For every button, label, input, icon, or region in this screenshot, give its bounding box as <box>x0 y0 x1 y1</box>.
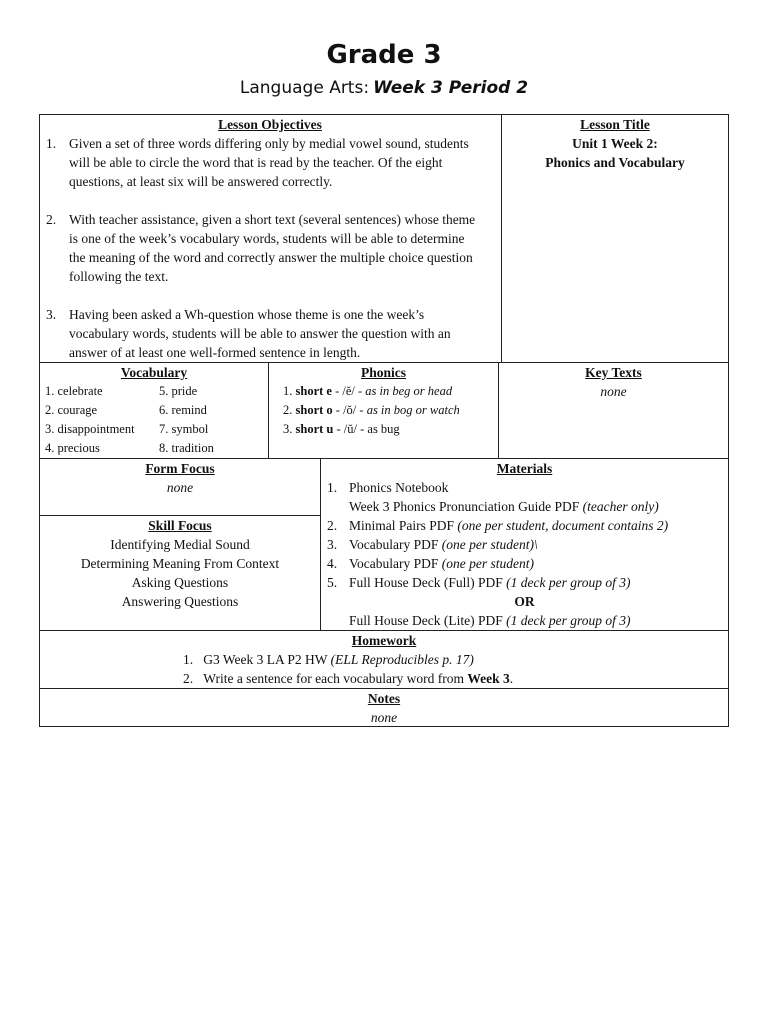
skill-item: Identifying Medial Sound <box>110 537 250 552</box>
vocab-word: 4. precious <box>45 441 100 455</box>
material-item: 5. Full House Deck (Full) PDF (1 deck per group of 3) <box>327 575 631 590</box>
skill-item: Asking Questions <box>131 575 229 590</box>
vocab-word: 1. celebrate <box>45 384 103 398</box>
subtitle-subject: Language Arts: <box>239 78 370 98</box>
notes-section <box>40 690 728 727</box>
materials-heading: Materials <box>496 461 553 476</box>
subtitle-period: Week 3 Period 2 <box>373 78 529 98</box>
skill-focus-section <box>40 517 320 611</box>
vocab-word: 7. symbol <box>159 422 209 436</box>
vocab-word: 5. pride <box>159 384 198 398</box>
vocab-word: 3. disappointment <box>45 422 135 436</box>
objective-item: 2. With teacher assistance, given a short text (several sentences) whose theme is one of the week’s vocabulary words, students will be able to determine the meaning of the word and correctly answer the multiple choice question following the text. <box>46 212 476 284</box>
material-item: 3. Vocabulary PDF (one per student)\ <box>327 537 538 552</box>
phonics-item: 2. short o - /ŏ/ - as in bog or watch <box>283 403 460 417</box>
vocabulary-section <box>40 364 268 458</box>
skill-focus-heading: Skill Focus <box>148 518 212 533</box>
material-item: 2. Minimal Pairs PDF (one per student, document contains 2) <box>327 518 669 533</box>
key-texts-heading: Key Texts <box>585 365 642 380</box>
lesson-title-name: Phonics and Vocabulary <box>545 155 685 170</box>
homework-section <box>40 632 728 688</box>
page-title: Grade 3 <box>326 40 442 70</box>
lesson-title-section <box>502 116 728 172</box>
lesson-objectives-heading: Lesson Objectives <box>218 117 322 132</box>
phonics-heading: Phonics <box>360 365 406 380</box>
form-focus-value: none <box>166 480 194 495</box>
divider <box>39 458 729 459</box>
form-focus-section <box>40 460 320 497</box>
materials-or: OR <box>514 594 535 609</box>
phonics-item: 1. short e - /ĕ/ - as in beg or head <box>283 384 453 398</box>
phonics-section <box>269 364 498 439</box>
vocab-word: 2. courage <box>45 403 98 417</box>
key-texts-section <box>499 364 728 401</box>
lesson-objectives-section <box>40 116 500 381</box>
materials-section <box>321 460 728 630</box>
homework-item: 1. G3 Week 3 LA P2 HW (ELL Reproducibles p. 17) <box>183 652 474 667</box>
objectives-list <box>40 134 500 362</box>
objective-item: 1. Given a set of three words differing only by medial vowel sound, students will be able to circle the word that is read by the teacher. Of the eight questions, at least six will be answered correctly. <box>46 136 469 189</box>
page-subtitle <box>0 78 768 98</box>
material-item: 1. Phonics Notebook <box>327 480 449 495</box>
vocabulary-list <box>40 382 268 458</box>
objective-item: 3. Having been asked a Wh-question whose theme is one the week’s vocabulary words, students will be able to answer the question with an answer of at least one well-formed sentence in length. <box>46 307 451 360</box>
divider <box>39 630 729 631</box>
materials-list <box>321 478 728 592</box>
form-focus-heading: Form Focus <box>145 461 215 476</box>
lesson-title-unit: Unit 1 Week 2: <box>572 136 658 151</box>
key-texts-value: none <box>600 384 627 399</box>
lesson-title-heading: Lesson Title <box>580 117 650 132</box>
skill-item: Answering Questions <box>121 594 239 609</box>
divider <box>39 688 729 689</box>
vocabulary-heading: Vocabulary <box>120 365 188 380</box>
divider <box>39 515 320 516</box>
material-subitem: Week 3 Phonics Pronunciation Guide PDF (teacher only) <box>349 499 659 514</box>
notes-heading: Notes <box>367 691 401 706</box>
material-item: 4. Vocabulary PDF (one per student) <box>327 556 534 571</box>
phonics-item: 3. short u - /ŭ/ - as bug <box>283 422 400 436</box>
skill-item: Determining Meaning From Context <box>80 556 280 571</box>
homework-item: 2. Write a sentence for each vocabulary word from Week 3. <box>183 671 514 686</box>
homework-heading: Homework <box>351 633 417 648</box>
vocab-word: 6. remind <box>159 403 207 417</box>
notes-value: none <box>370 710 398 725</box>
vocab-word: 8. tradition <box>159 441 214 455</box>
material-subitem: Full House Deck (Lite) PDF (1 deck per group of 3) <box>349 613 631 628</box>
